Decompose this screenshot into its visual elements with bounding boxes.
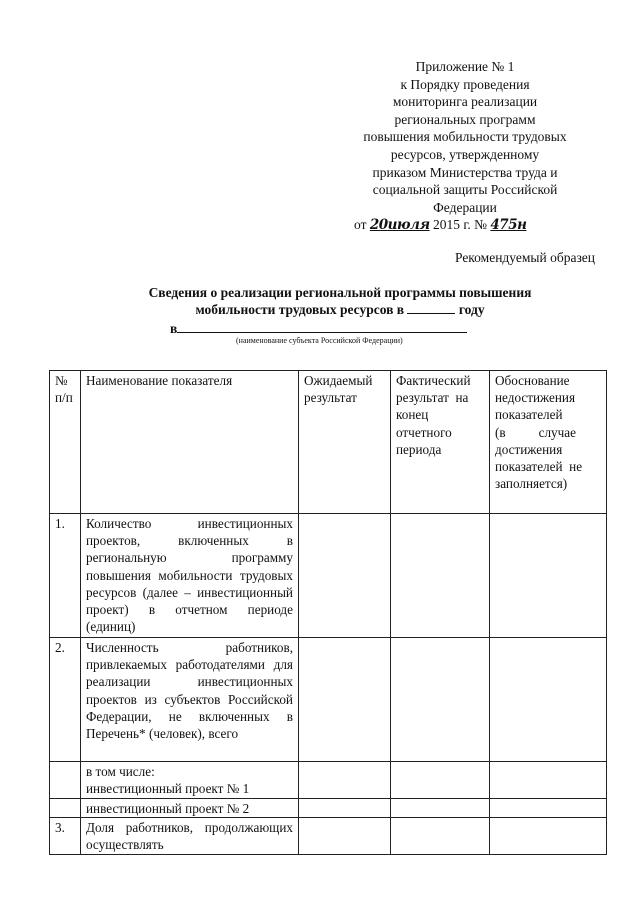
header-expected: [299, 371, 391, 514]
title-line-2: [90, 301, 590, 318]
row-name-line: в том числе:: [86, 764, 155, 779]
appendix-line: мониторинга реализации: [392, 94, 538, 110]
title-line-2-suffix: году: [458, 302, 485, 317]
row-name: Доля работников, продолжающих осуществлять: [81, 818, 299, 855]
header-expected-line: Ожидаемый: [304, 373, 373, 388]
handwritten-day: 20: [369, 217, 388, 234]
subject-prefix: в: [170, 321, 178, 336]
header-reason: [490, 371, 607, 514]
header-name: Наименование показателя: [81, 371, 299, 514]
header-actual: [391, 371, 490, 514]
appendix-line: к Порядку проведения: [400, 76, 530, 92]
row-name-line: инвестиционный проект № 1: [86, 781, 250, 797]
row-reason-cell: [490, 762, 607, 799]
row-actual-cell: [391, 638, 490, 762]
row-expected-cell: [299, 762, 391, 799]
row-actual-cell: [391, 799, 490, 818]
appendix-line: приказом Министерства труда и: [372, 164, 558, 180]
table-row: [50, 818, 607, 855]
row-num: 1.: [50, 514, 81, 638]
header-reason-line: достижения: [495, 441, 563, 457]
header-actual-line: результат на: [396, 390, 469, 406]
appendix-line: ресурсов, утвержденному: [390, 146, 540, 162]
row-actual-cell: [391, 762, 490, 799]
document-title: [90, 284, 590, 318]
table-header-row: [50, 371, 607, 514]
header-actual-line: периода: [396, 441, 442, 457]
row-name: инвестиционный проект № 2: [81, 799, 299, 818]
row-actual-cell: [391, 514, 490, 638]
header-num-line: №: [55, 373, 68, 388]
header-actual-line: конец: [396, 407, 429, 423]
row-reason-cell: [490, 638, 607, 762]
date-prefix: от: [354, 217, 367, 233]
appendix-line: Приложение № 1: [415, 59, 515, 74]
row-expected-cell: [299, 799, 391, 818]
title-line-1: Сведения о реализации региональной программы повышения: [148, 285, 532, 300]
table-row: [50, 638, 607, 762]
row-reason-cell: [490, 514, 607, 638]
table-row: [50, 514, 607, 638]
appendix-block: [340, 58, 590, 235]
header-actual-line: Фактический: [396, 373, 471, 388]
row-name: Количество инвестиционных проектов, включенных в региональную программу повышения мобильности трудовых ресурсов (далее – инвестиционный проект) в отчетном периоде (единиц): [81, 514, 299, 638]
year-blank: [407, 301, 455, 314]
subject-note: (наименование субъекта Российской Федерации): [236, 336, 403, 345]
header-num-line: п/п: [55, 390, 73, 406]
row-name: Численность работников, привлекаемых работодателями для реализации инвестиционных проектов из субъектов Российской Федерации, не включенных в Перечень* (человек), всего: [81, 638, 299, 762]
header-expected-line: результат: [304, 390, 357, 406]
appendix-line: социальной защиты Российской: [372, 182, 558, 198]
header-num: [50, 371, 81, 514]
row-expected-cell: [299, 818, 391, 855]
header-reason-line: показателей: [495, 407, 563, 423]
indicators-table: [49, 370, 607, 855]
header-reason-line: (в случае: [495, 424, 576, 440]
handwritten-month: июля: [387, 217, 430, 234]
row-name: [81, 762, 299, 799]
handwritten-order-number: 475н: [490, 217, 527, 234]
header-reason-line: недостижения: [495, 390, 576, 406]
title-line-2-prefix: мобильности трудовых ресурсов в: [195, 302, 405, 317]
row-reason-cell: [490, 799, 607, 818]
table-row: [50, 799, 607, 818]
row-num: 3.: [50, 818, 81, 855]
appendix-line: повышения мобильности трудовых: [363, 129, 567, 145]
appendix-line: Федерации: [433, 199, 497, 215]
row-expected-cell: [299, 638, 391, 762]
row-reason-cell: [490, 818, 607, 855]
sample-label: Рекомендуемый образец: [454, 250, 595, 265]
header-reason-line: показателей не: [495, 459, 583, 475]
appendix-line: региональных программ: [394, 111, 536, 127]
row-num: [50, 762, 81, 799]
header-reason-line: заполняется): [495, 476, 568, 492]
row-actual-cell: [391, 818, 490, 855]
row-expected-cell: [299, 514, 391, 638]
row-num: 2.: [50, 638, 81, 762]
subject-blank: [177, 320, 467, 333]
row-num: [50, 799, 81, 818]
header-actual-line: отчетного: [396, 424, 452, 440]
order-date-line: [340, 216, 590, 235]
table-row: [50, 762, 607, 799]
date-year: 2015 г. №: [433, 217, 488, 233]
header-reason-line: Обоснование: [495, 373, 570, 388]
subject-line: [170, 320, 467, 337]
